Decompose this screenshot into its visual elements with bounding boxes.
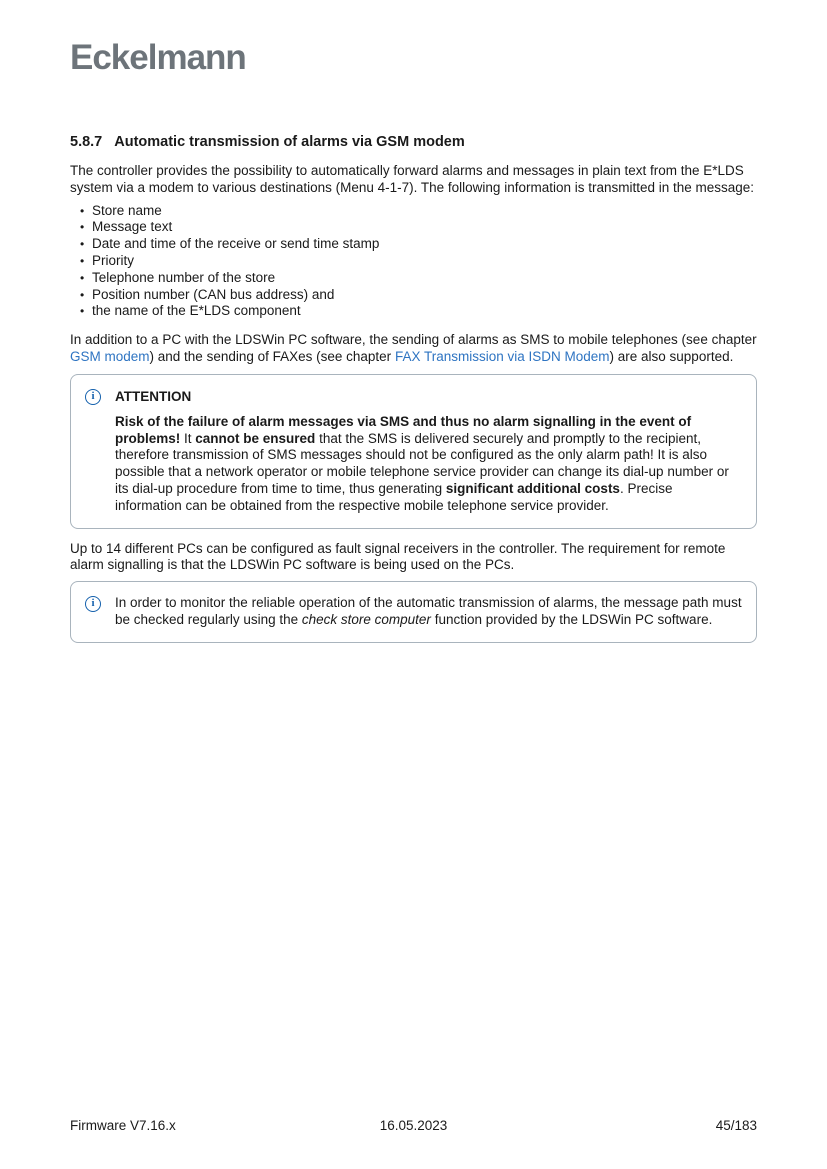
monitor-note-text: function provided by the LDSWin PC software.	[430, 611, 713, 627]
footer-page-number: 45/183	[715, 1118, 757, 1133]
links-paragraph	[70, 332, 757, 366]
attention-bold-costs: significant additional costs	[445, 480, 620, 496]
list-item: • Date and time of the receive or send time stamp	[70, 236, 757, 253]
links-paragraph-text: ) are also supported.	[609, 348, 734, 364]
fax-isdn-link[interactable]: FAX Transmission via ISDN Modem	[394, 348, 610, 364]
attention-text: It	[180, 430, 196, 446]
info-icon: i	[85, 596, 101, 612]
intro-paragraph: The controller provides the possibility to automatically forward alarms and messages in plain text from the E*LDS system via a modem to various destinations (Menu 4-1-7). The following information is transmitted in the message:	[70, 163, 755, 195]
attention-bold-risk: Risk of the failure of alarm messages via SMS and thus no alarm signalling in the event of problems!	[115, 413, 692, 446]
attention-text: that the SMS is delivered securely and promptly to the recipient, therefore transmission of SMS messages should not be configured as the only alarm path! It is also possible that a network operator or mobile telephone service provider can change its dial-up number or its dial-up procedure from time to time, thus generating	[115, 430, 729, 496]
footer-firmware-version: Firmware V7.16.x	[70, 1118, 176, 1133]
page-footer	[70, 1117, 757, 1134]
list-item: • Telephone number of the store	[70, 270, 757, 287]
links-paragraph-text: ) and the sending of FAXes (see chapter	[149, 348, 395, 364]
eckelmann-logo: Eckelmann	[70, 38, 246, 77]
monitor-note-body	[115, 595, 742, 629]
gsm-modem-link[interactable]: GSM modem	[70, 348, 150, 364]
section-number: 5.8.7	[70, 134, 103, 150]
attention-box	[70, 374, 757, 529]
attention-text: . Precise information can be obtained from the respective mobile telephone service provider.	[115, 480, 673, 513]
section-heading	[70, 133, 757, 151]
list-item: • Store name	[70, 203, 757, 220]
message-content-list	[70, 203, 757, 321]
attention-title: ATTENTION	[115, 388, 192, 404]
attention-body	[115, 414, 742, 515]
links-paragraph-text: In addition to a PC with the LDSWin PC software, the sending of alarms as SMS to mobile telephones (see chapter	[70, 332, 757, 348]
receivers-paragraph: Up to 14 different PCs can be configured as fault signal receivers in the controller. The requirement for remote alarm signalling is that the LDSWin PC software is being used on the PCs.	[70, 540, 726, 573]
section-title: Automatic transmission of alarms via GSM modem	[114, 134, 465, 150]
attention-bold-ensured: cannot be ensured	[195, 430, 316, 446]
list-item: • Priority	[70, 253, 757, 270]
monitor-note-text: In order to monitor the reliable operation of the automatic transmission of alarms, the message path must be checked regularly using the	[115, 595, 742, 627]
list-item: • Position number (CAN bus address) and	[70, 287, 757, 304]
footer-date: 16.05.2023	[379, 1118, 448, 1133]
monitor-note-box	[70, 581, 757, 643]
list-item: • Message text	[70, 219, 757, 236]
check-store-computer-italic: check store computer	[301, 611, 431, 627]
info-icon: i	[85, 389, 101, 405]
list-item: • the name of the E*LDS component	[70, 303, 757, 320]
